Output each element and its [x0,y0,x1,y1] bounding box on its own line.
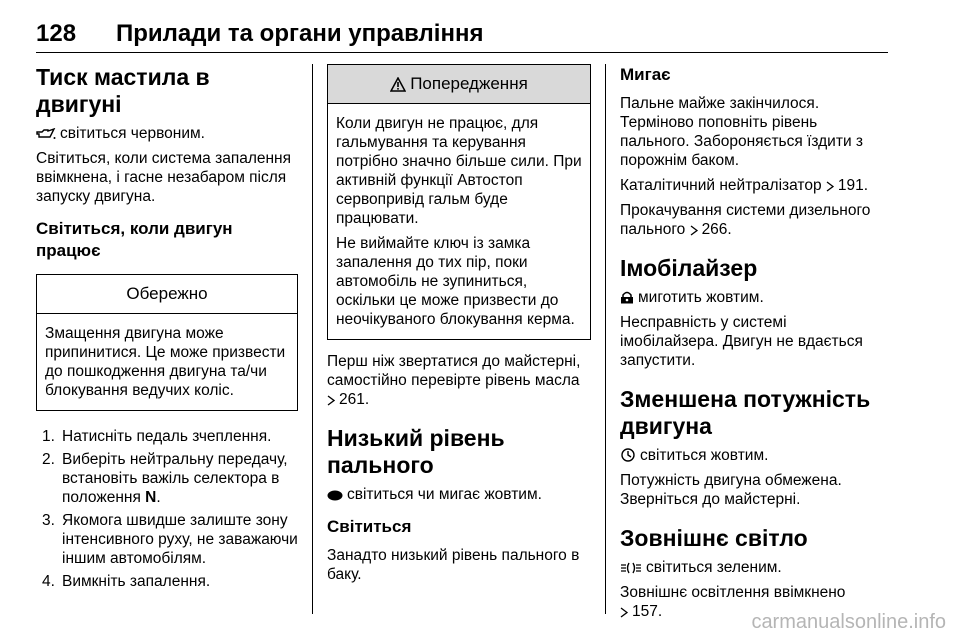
heading-reduced-power: Зменшена потужність двигуна [620,386,871,439]
watermark: carmanualsonline.info [751,611,946,633]
warning-text-1: Коли двигун не працює, для гальмування та керування потрібно значно більше сили. При активній функції Автостоп сервопривід гальм буде працювати. [336,115,582,227]
immo-description: Несправність у системі імобілайзера. Двигун не вдається запустити. [620,314,863,369]
page-header [36,20,888,53]
caution-text: Змащення двигуна може припинитися. Це може призвести до пошкодження двигуна та/чи блокування ведучих коліс. [45,325,286,399]
heading-immobiliser: Імобілайзер [620,255,758,281]
page-number: 128 [36,20,77,47]
flash-description: Пальне майже закінчилося. Терміново поповніть рівень пального. Забороняється їздити з порожнім баком. [620,95,864,169]
steps-list [36,427,298,591]
heading-low-fuel: Низький рівень пального [327,425,505,478]
list-item: 3. Якомога швидше залиште зону інтенсивного руху, не заважаючи іншим автомобілям. [42,512,298,567]
lit-description: Занадто низький рівень пального в баку. [327,547,580,583]
warning-header [328,65,590,104]
catalytic-ref: Каталітичний нейтралізатор 191. [620,177,869,194]
lights-status-line: світиться зеленим. [620,558,888,577]
caution-box [36,274,298,411]
power-status-line: світиться жовтим. [620,446,888,465]
page-ref-arrow-icon [620,607,628,618]
column-3 [620,64,888,621]
oil-can-icon [36,128,56,140]
lights-description: Зовнішнє освітлення ввімкнено 157. [620,584,846,620]
warning-title: Попередження [410,74,528,93]
list-item: 1. Натисніть педаль зчеплення. [42,428,272,445]
column-2 [327,64,591,584]
diesel-ref: Прокачування системи дизельного пального 266. [620,202,871,238]
power-description: Потужність двигуна обмежена. Зверніться до майстерні. [620,472,842,508]
reduced-power-icon [620,448,636,462]
warning-box [327,64,591,340]
caution-title: Обережно [37,275,297,314]
immobiliser-icon [620,291,634,304]
warning-text-2: Не виймайте ключ із замка запалення до тих пір, поки автомобіль не зупиниться, оскільки це може призвести до неочікуваного блокування керма. [336,235,575,328]
heading-flashing: Мигає [620,65,671,84]
heading-engine-running: Світиться, коли двигун працює [36,219,233,260]
heading-lit: Світиться [327,517,412,536]
page-ref-arrow-icon [826,181,834,192]
page-ref-arrow-icon [690,225,698,236]
list-item: 2. Виберіть нейтральну передачу, встановіть важіль селектора в положення N. [42,451,288,506]
column-1 [36,64,298,595]
check-oil-text: Перш ніж звертатися до майстерні, самостійно перевірте рівень масла 261. [327,353,581,408]
fuel-status-line: світиться чи мигає жовтим. [327,485,591,504]
column-divider [605,64,606,614]
heading-oil-pressure: Тиск мастила в двигуні [36,64,210,117]
page-title: Прилади та органи управління [116,20,484,47]
page-ref-arrow-icon [327,395,335,406]
list-item: 4. Вимкніть запалення. [42,573,211,590]
immo-status-line: миготить жовтим. [620,288,888,307]
warning-triangle-icon [390,77,406,92]
fuel-indicator-icon [327,490,343,501]
column-divider [312,64,313,614]
oil-description: Світиться, коли система запалення ввімкнена, і гасне незабаром після запуску двигуна. [36,150,292,205]
oil-status-line: світиться червоним. [36,124,298,143]
exterior-light-icon [620,562,642,574]
heading-exterior-light: Зовнішнє світло [620,525,808,551]
